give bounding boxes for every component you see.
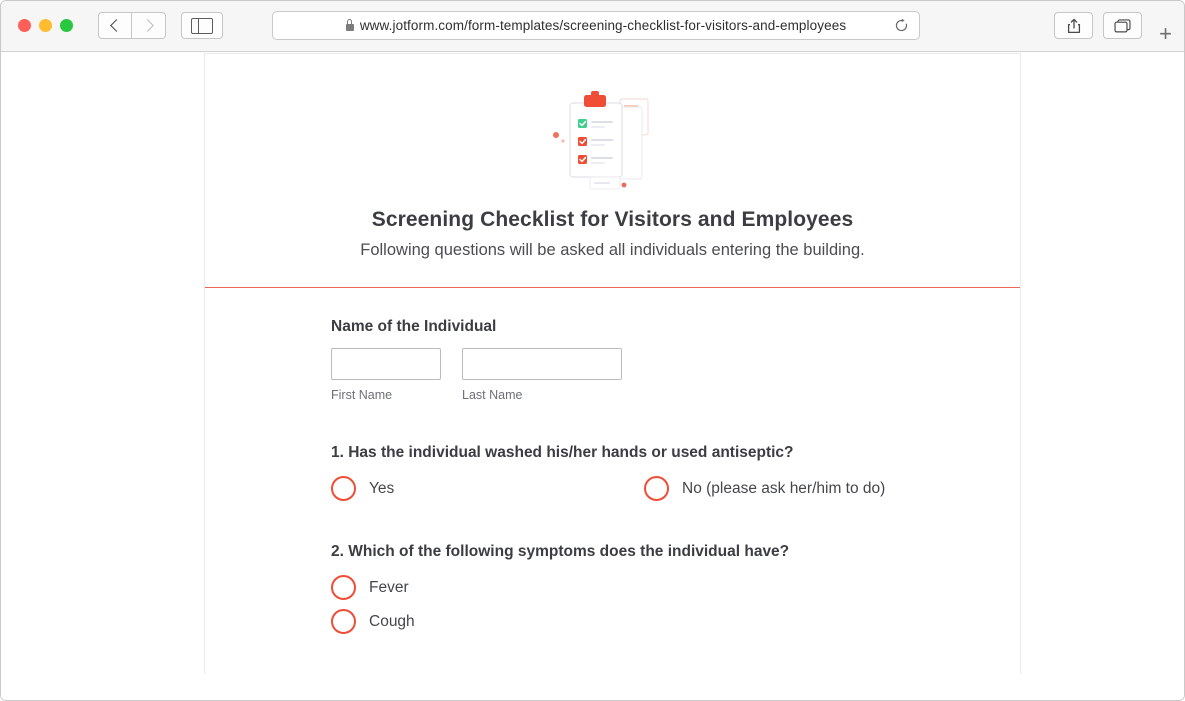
question-1-text: 1. Has the individual washed his/her hands or used antiseptic?	[331, 444, 794, 461]
back-button[interactable]	[98, 12, 132, 39]
first-name-column	[331, 348, 441, 402]
checklist-illustration	[205, 86, 1020, 196]
form-body	[205, 288, 1020, 634]
show-tabs-button[interactable]	[1103, 12, 1142, 39]
viewport-bottom-mask	[1, 674, 1184, 700]
navigation-buttons	[98, 12, 166, 39]
name-field-group	[331, 318, 1020, 402]
chevron-left-icon	[110, 19, 123, 32]
forward-button[interactable]	[132, 12, 166, 39]
address-bar[interactable]	[272, 11, 920, 40]
tabs-icon	[1114, 19, 1131, 33]
address-bar-content	[346, 18, 846, 33]
option-label: Cough	[369, 612, 415, 630]
new-tab-button[interactable]: +	[1159, 21, 1172, 46]
first-name-input[interactable]	[331, 348, 441, 380]
question-1-options	[331, 476, 1020, 501]
radio-icon[interactable]	[331, 575, 356, 600]
close-window-button[interactable]	[18, 19, 31, 32]
minimize-window-button[interactable]	[39, 19, 52, 32]
share-button[interactable]	[1054, 12, 1093, 39]
option-label: No (please ask her/him to do)	[682, 479, 886, 497]
form-header	[205, 54, 1020, 260]
page-subtitle: Following questions will be asked all individuals entering the building.	[360, 241, 865, 259]
toolbar-right-buttons	[1054, 12, 1142, 39]
radio-icon[interactable]	[644, 476, 669, 501]
radio-icon[interactable]	[331, 476, 356, 501]
show-sidebar-button[interactable]	[181, 12, 223, 39]
question-2-options	[331, 575, 1020, 634]
window-controls	[18, 19, 73, 32]
reload-icon[interactable]	[894, 18, 909, 33]
maximize-window-button[interactable]	[60, 19, 73, 32]
option-label: Fever	[369, 578, 409, 596]
option-label: Yes	[369, 479, 395, 497]
last-name-sublabel: Last Name	[462, 388, 523, 402]
sidebar-icon	[191, 18, 213, 34]
lock-icon	[346, 24, 354, 31]
question-1	[331, 444, 1020, 501]
address-bar-url: www.jotform.com/form-templates/screening-checklist-for-visitors-and-employees	[359, 18, 847, 33]
name-inputs-row	[331, 348, 1020, 402]
radio-icon[interactable]	[331, 609, 356, 634]
question-1-option-no[interactable]	[644, 476, 885, 501]
question-2-option-fever[interactable]	[331, 575, 1020, 600]
share-icon	[1067, 18, 1081, 34]
last-name-column	[462, 348, 622, 402]
question-1-option-yes[interactable]	[331, 476, 644, 501]
chevron-right-icon	[141, 19, 154, 32]
question-2	[331, 543, 1020, 634]
page-viewport	[1, 52, 1184, 700]
form-page	[205, 54, 1020, 674]
question-2-text: 2. Which of the following symptoms does the individual have?	[331, 543, 790, 560]
page-title: Screening Checklist for Visitors and Employees	[371, 208, 854, 231]
name-field-label: Name of the Individual	[331, 318, 497, 335]
question-2-option-cough[interactable]	[331, 609, 1020, 634]
header-divider	[205, 287, 1020, 288]
first-name-sublabel: First Name	[331, 388, 393, 402]
browser-toolbar	[1, 1, 1184, 52]
last-name-input[interactable]	[462, 348, 622, 380]
